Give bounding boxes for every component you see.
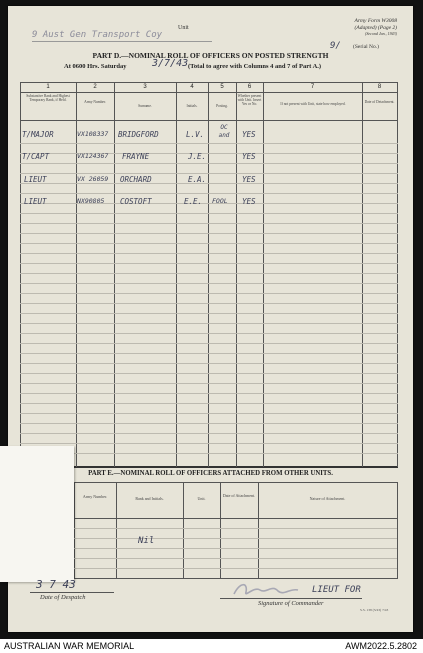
form-sheet <box>8 6 413 632</box>
part-e-entry: Nil <box>138 536 155 546</box>
part-e-header-army-number: Army Number. <box>82 494 108 499</box>
report-date: 3/7/43 <box>152 58 189 69</box>
surname-cell: BRIDGFORD <box>118 130 159 139</box>
surname-cell: FRAYNE <box>122 152 150 161</box>
col-number: 8 <box>377 84 382 90</box>
col-header-posting: Posting. <box>216 104 228 108</box>
initials-cell: E.E. <box>184 197 203 206</box>
part-e-header-rank-initials: Rank and Initials. <box>135 496 164 501</box>
surname-cell: ORCHARD <box>120 175 152 184</box>
col-number: 7 <box>310 84 315 90</box>
army-number-cell: VX124367 <box>77 152 109 160</box>
posting-cell: OC and <box>218 124 230 139</box>
despatch-label: Date of Despatch <box>40 594 86 601</box>
rank-cell: T/MAJOR <box>22 130 54 139</box>
col-number: 1 <box>46 84 50 90</box>
army-number-cell: NX90805 <box>77 197 105 205</box>
initials-cell: J.E. <box>188 152 207 161</box>
col-header-detachment: Date of Detachment. <box>364 100 395 104</box>
part-e-header-unit: Unit. <box>197 496 206 501</box>
col-number: 6 <box>247 84 252 90</box>
col-header-rank: Substantive Rank and Highest Temporary Rank, if Held. <box>26 94 70 103</box>
initials-cell: E.A. <box>188 175 207 184</box>
caption-left: AUSTRALIAN WAR MEMORIAL <box>4 641 135 651</box>
army-form-number: Army Form W3008 <box>354 18 397 24</box>
col-number: 5 <box>220 84 224 90</box>
adapted-note: (Adapted) (Page 2) <box>354 24 397 31</box>
caption-bar <box>0 639 423 653</box>
commander-title: LIEUT FOR <box>312 585 361 595</box>
form-code-block <box>355 18 397 38</box>
despatch-date: 3 7 43 <box>36 578 76 591</box>
col-header-present: Whether present with Unit. Insert Yes or No. <box>237 94 262 107</box>
serial-value: 9/ <box>330 41 341 51</box>
col-header-initials: Initials. <box>186 104 198 108</box>
present-cell: YES <box>242 152 256 161</box>
present-cell: YES <box>242 175 256 184</box>
unit-label: Unit <box>178 25 189 31</box>
col-header-army-number: Army Number. <box>84 100 106 104</box>
print-code: S.S. 138 (3/43) 7/43 <box>360 608 389 612</box>
at-line-prefix: At 0600 Hrs. Saturday <box>64 63 127 70</box>
present-cell: YES <box>242 130 256 139</box>
col-header-how-employed: If not present with Unit, state how employed. <box>280 102 346 106</box>
col-header-surname: Surname. <box>138 104 152 108</box>
army-number-cell: VX108337 <box>77 130 109 138</box>
part-e-header-date: Date of Attachment. <box>222 493 256 498</box>
part-d-title: PART D.—NOMINAL ROLL OF OFFICERS ON POSTED STRENGTH <box>92 51 329 60</box>
commander-label: Signature of Commander <box>258 600 324 607</box>
army-number-cell: VX 26059 <box>77 175 109 183</box>
commander-signature <box>230 580 302 600</box>
serial-label: (Serial No.) <box>353 44 379 50</box>
unit-value: 9 Aust Gen Transport Coy <box>32 30 163 40</box>
col-number: 2 <box>93 84 97 90</box>
unit-line <box>32 41 212 42</box>
part-e-header-nature: Nature of Attachment. <box>309 496 346 501</box>
paper-tag <box>0 446 74 582</box>
present-cell: YES <box>242 197 256 206</box>
part-e-title: PART E.—NOMINAL ROLL OF OFFICERS ATTACHED FROM OTHER UNITS. <box>88 470 333 477</box>
rank-cell: LIEUT <box>24 175 47 184</box>
edition-note: (Second Jan., 1943) <box>365 31 397 36</box>
caption-right: AWM2022.5.2802 <box>345 641 417 651</box>
col-number: 3 <box>143 84 147 90</box>
surname-cell: COSTOFT <box>120 197 152 206</box>
col-number: 4 <box>190 84 194 90</box>
rank-cell: T/CAPT <box>22 152 50 161</box>
at-line-suffix: (Total to agree with Columns 4 and 7 of Part A.) <box>188 63 322 70</box>
posting-cell: FOOL <box>212 197 228 205</box>
initials-cell: L.V. <box>186 130 205 139</box>
rank-cell: LIEUT <box>24 197 47 206</box>
